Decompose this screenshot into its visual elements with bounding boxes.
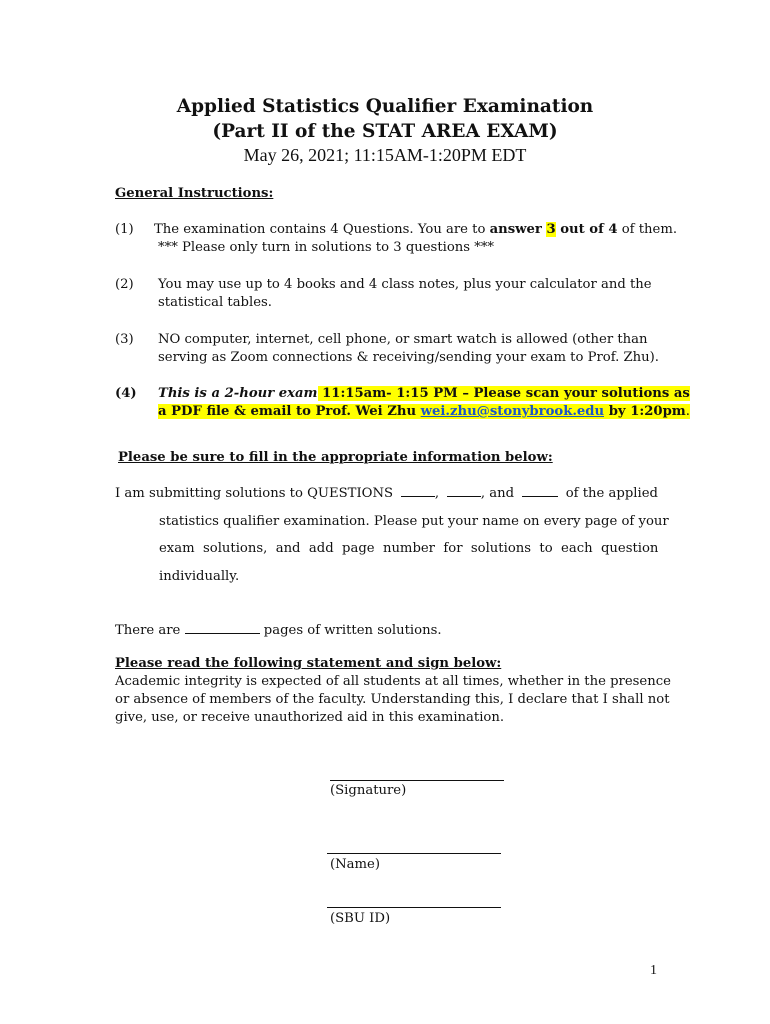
item-4-line1: [158, 386, 690, 401]
item-1-line2: *** Please only turn in solutions to 3 questions ***: [158, 240, 495, 255]
name-line[interactable]: [327, 853, 501, 854]
item-3-number: (3): [115, 332, 134, 347]
item-4-period: .: [685, 404, 690, 419]
page-number: 1: [650, 963, 657, 978]
name-label: (Name): [330, 857, 381, 872]
signature-label: (Signature): [330, 783, 407, 798]
questions-label: I am submitting solutions to QUESTIONS: [115, 486, 394, 501]
item-1-out-of: out of 4: [555, 222, 618, 237]
pages-line: [115, 623, 442, 638]
applied-text: of the applied: [565, 486, 658, 501]
item-1-line1: [154, 222, 677, 237]
pages-label-pre: There are: [115, 623, 181, 638]
fill-line4: individually.: [159, 569, 240, 584]
item-1-highlight-count: 3: [546, 222, 556, 237]
item-1-tail: of them.: [617, 222, 678, 237]
statement-line1: Academic integrity is expected of all students at all times, whether in the presence: [115, 674, 671, 689]
item-4-italic: This is a 2-hour exam: [158, 386, 318, 401]
statement-heading: Please read the following statement and sign below:: [115, 656, 502, 671]
item-1-number: (1): [115, 222, 134, 237]
email-link[interactable]: wei.zhu@stonybrook.edu: [420, 404, 605, 419]
item-4-deadline: by 1:20pm: [604, 404, 686, 419]
fill-heading: Please be sure to fill in the appropriate information below:: [118, 450, 553, 465]
instructions-heading: General Instructions:: [115, 186, 274, 201]
exam-subtitle: (Part II of the STAT AREA EXAM): [212, 121, 558, 142]
item-1-answer: answer: [489, 222, 547, 237]
item-4-email-pre: a PDF file & email to Prof. Wei Zhu: [158, 404, 421, 419]
question-blank-1[interactable]: [401, 496, 435, 497]
question-blank-3[interactable]: [522, 496, 558, 497]
questions-line: [115, 486, 658, 501]
item-2-number: (2): [115, 277, 134, 292]
item-2-line2: statistical tables.: [158, 295, 272, 310]
statement-line2: or absence of members of the faculty. Understanding this, I declare that I shall not: [115, 692, 670, 707]
item-3-line1: NO computer, internet, cell phone, or smart watch is allowed (other than: [158, 332, 648, 347]
pages-label-post: pages of written solutions.: [263, 623, 442, 638]
item-3-line2: serving as Zoom connections & receiving/sending your exam to Prof. Zhu).: [158, 350, 659, 365]
question-blank-2[interactable]: [447, 496, 481, 497]
item-1-text: The examination contains 4 Questions. You are to: [154, 222, 490, 237]
fill-line2: statistics qualifier examination. Please put your name on every page of your: [159, 514, 669, 529]
item-4-number: (4): [115, 386, 137, 401]
exam-title: Applied Statistics Qualifier Examination: [176, 96, 594, 117]
item-2-line1: You may use up to 4 books and 4 class notes, plus your calculator and the: [158, 277, 652, 292]
pages-blank[interactable]: [185, 633, 260, 634]
statement-line3: give, use, or receive unauthorized aid in this examination.: [115, 710, 505, 725]
signature-line[interactable]: [330, 780, 504, 781]
comma-1: ,: [434, 486, 440, 501]
and-text: , and: [480, 486, 515, 501]
item-4-highlight: 11:15am- 1:15 PM – Please scan your solutions as: [317, 386, 690, 401]
sbu-id-label: (SBU ID): [330, 911, 391, 926]
item-4-line2: [158, 404, 690, 419]
sbu-id-line[interactable]: [327, 907, 501, 908]
fill-line3: exam solutions, and add page number for solutions to each question: [159, 541, 659, 556]
exam-datetime: May 26, 2021; 11:15AM-1:20PM EDT: [243, 145, 527, 165]
